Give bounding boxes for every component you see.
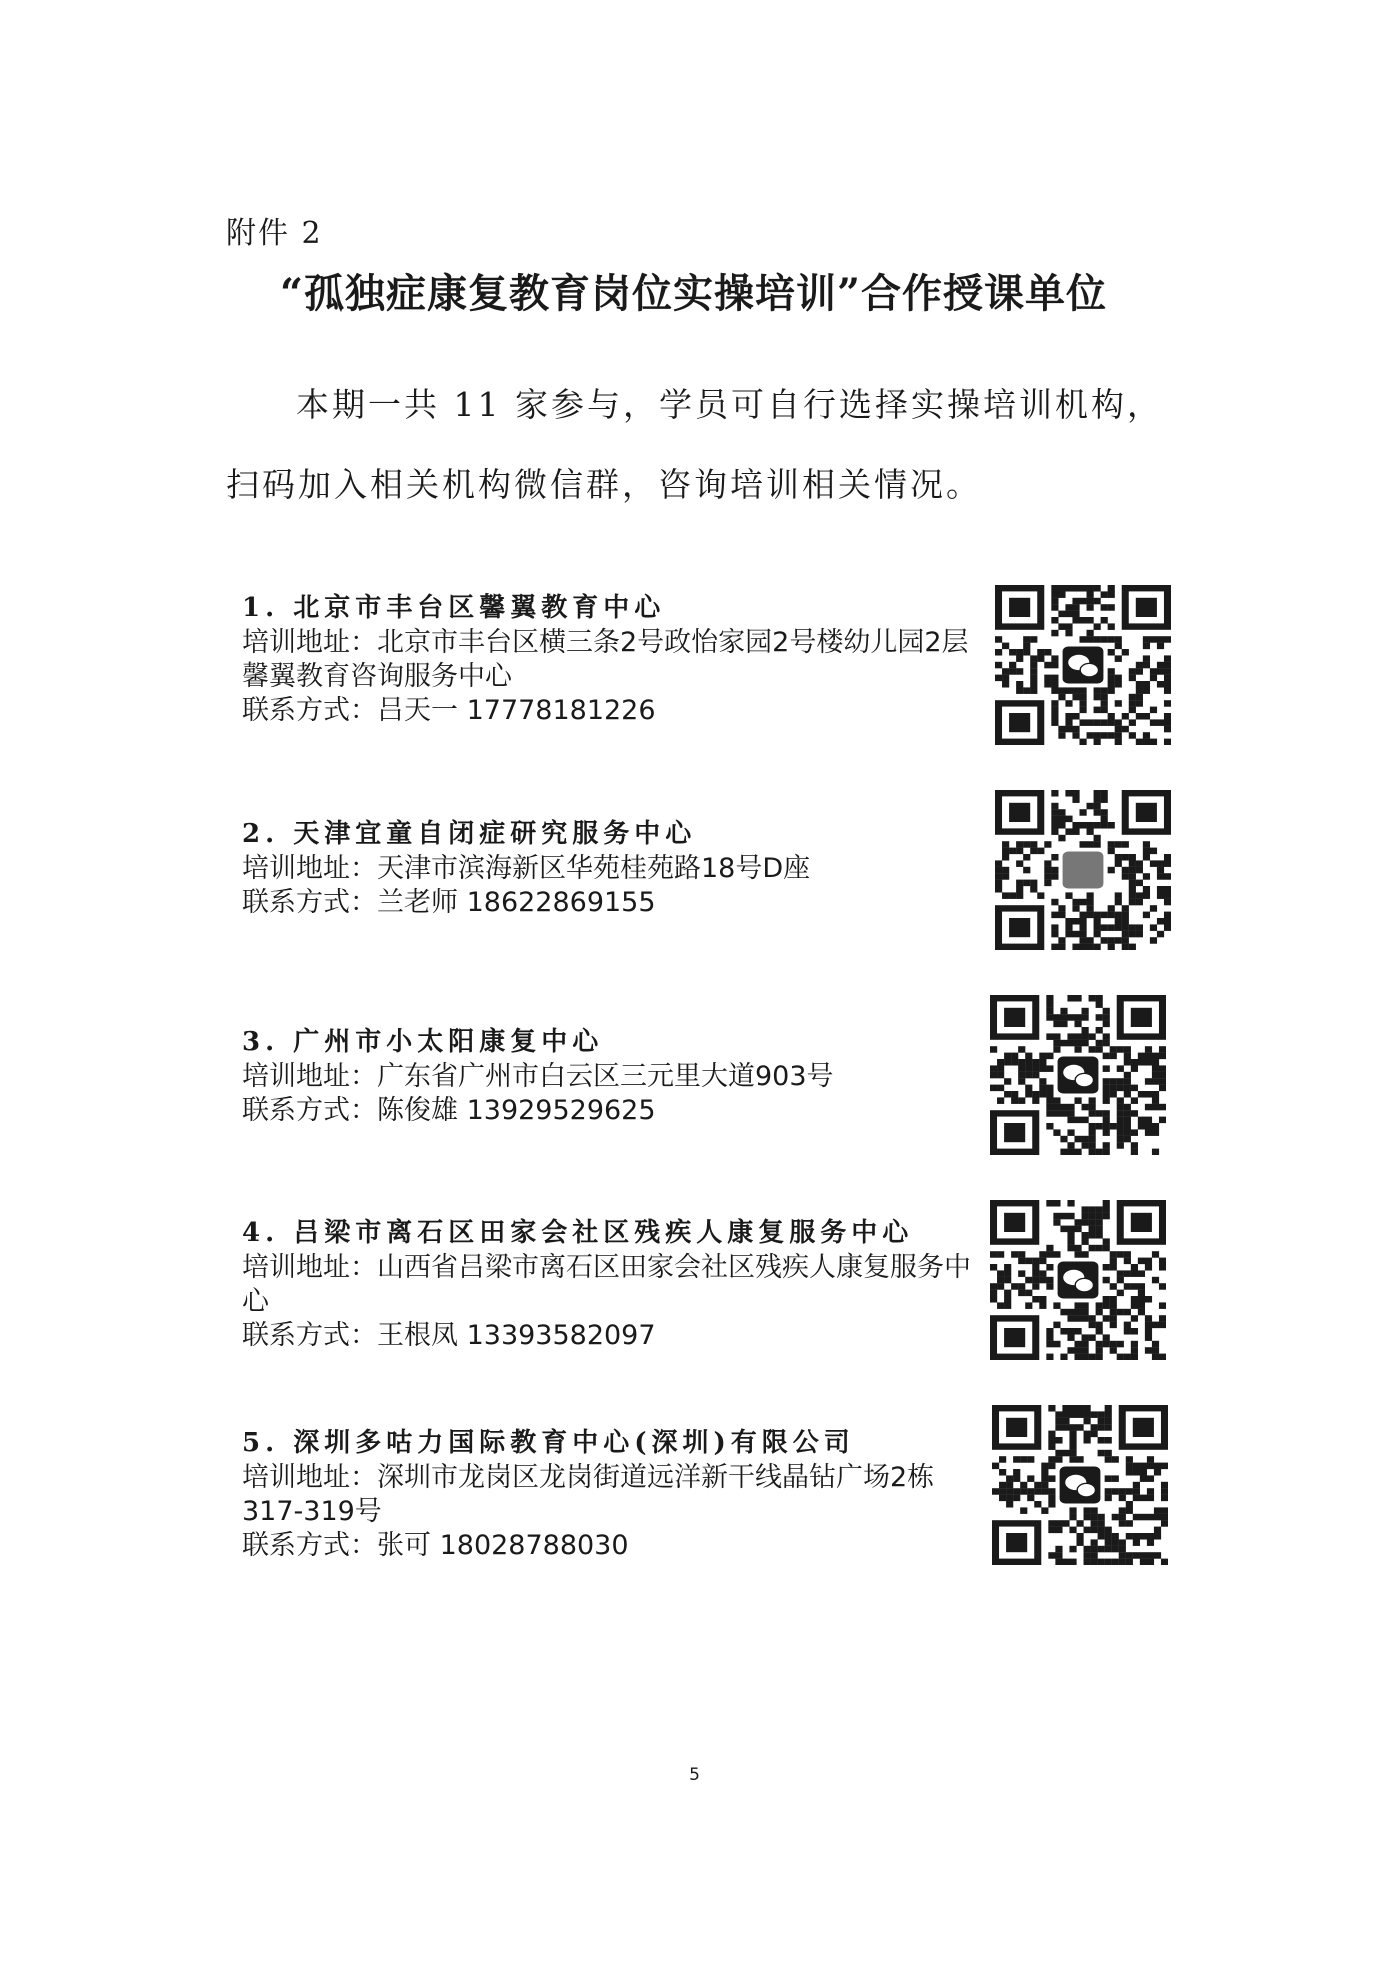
contact-value: 兰老师 18622869155 [377, 887, 656, 918]
org-entry-5 [242, 1425, 982, 1563]
intro-line-2: 扫码加入相关机构微信群，咨询培训相关情况。 [226, 465, 982, 504]
contact-label: 联系方式： [242, 695, 377, 726]
address-value: 天津市滨海新区华苑桂苑路18号D座 [377, 853, 811, 884]
contact-label: 联系方式： [242, 1530, 377, 1561]
org-address [242, 1251, 982, 1319]
intro-line-1: 本期一共 11 家参与，学员可自行选择实操培训机构， [296, 385, 1163, 424]
org-address [242, 1060, 982, 1094]
org-entry-3 [242, 1024, 982, 1128]
org-contact [242, 1529, 982, 1563]
org-contact [242, 694, 982, 728]
contact-label: 联系方式： [242, 1095, 377, 1126]
contact-value: 吕天一 17778181226 [377, 695, 656, 726]
org-name: 2. 天津宜童自闭症研究服务中心 [242, 819, 697, 849]
intro-paragraph [226, 365, 1166, 525]
page-number: 5 [689, 1765, 700, 1785]
address-label: 培训地址： [242, 1252, 377, 1283]
address-value: 深圳市龙岗区龙岗街道远洋新干线晶钻广场2栋317-319号 [242, 1462, 935, 1527]
org-contact [242, 1319, 982, 1353]
contact-value: 陈俊雄 13929529625 [377, 1095, 656, 1126]
address-label: 培训地址： [242, 1061, 377, 1092]
page-title: “孤独症康复教育岗位实操培训”合作授课单位 [280, 270, 1108, 317]
org-entry-4 [242, 1215, 982, 1353]
org-address [242, 1461, 982, 1529]
wechat-qr-icon [995, 790, 1171, 950]
org-name: 4. 吕梁市离石区田家会社区残疾人康复服务中心 [242, 1218, 914, 1248]
address-label: 培训地址： [242, 627, 377, 658]
address-value: 山西省吕梁市离石区田家会社区残疾人康复服务中心 [242, 1252, 971, 1317]
org-contact [242, 1094, 982, 1128]
contact-value: 张可 18028788030 [377, 1530, 629, 1561]
org-name: 5. 深圳多咕力国际教育中心(深圳)有限公司 [242, 1428, 855, 1458]
address-label: 培训地址： [242, 1462, 377, 1493]
org-contact [242, 886, 982, 920]
org-entry-1 [242, 590, 982, 728]
address-label: 培训地址： [242, 853, 377, 884]
attachment-label: 附件 2 [226, 216, 323, 251]
wechat-qr-icon [992, 1405, 1168, 1565]
org-name: 1. 北京市丰台区馨翼教育中心 [242, 593, 666, 623]
address-value: 北京市丰台区横三条2号政怡家园2号楼幼儿园2层馨翼教育咨询服务中心 [242, 627, 969, 692]
wechat-qr-icon [995, 585, 1171, 745]
contact-label: 联系方式： [242, 887, 377, 918]
org-name: 3. 广州市小太阳康复中心 [242, 1027, 604, 1057]
org-entry-2 [242, 816, 982, 920]
address-value: 广东省广州市白云区三元里大道903号 [377, 1061, 834, 1092]
contact-value: 王根凤 13393582097 [377, 1320, 656, 1351]
wechat-qr-icon [990, 995, 1166, 1155]
org-address [242, 626, 982, 694]
org-address [242, 852, 982, 886]
contact-label: 联系方式： [242, 1320, 377, 1351]
wechat-qr-icon [990, 1200, 1166, 1360]
